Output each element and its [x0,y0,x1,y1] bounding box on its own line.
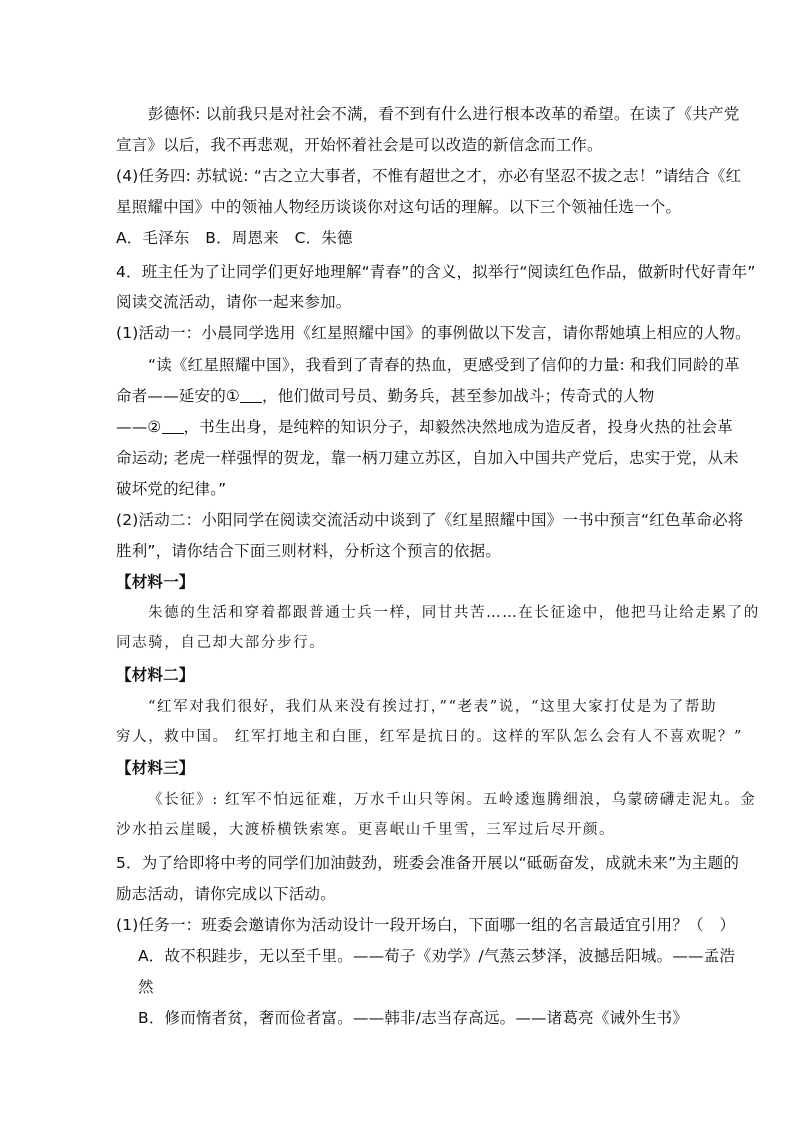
text-line: 胜利”，请你结合下面三则材料，分析这个预言的依据。 [116,542,502,560]
material-three-heading: 【材料三】 [116,759,195,777]
speech-text: ，书生出身，是纯粹的知识分子，却毅然决然地成为造反者，投身火热的社会革 [183,418,734,436]
speech-line: 命运动; 老虎一样强悍的贺龙，靠一柄刀建立苏区，自加入中国共产党后，忠实于党，从未 [116,449,739,467]
material-two-text: 穷人，救中国。 红军打地主和白匪，红军是抗日的。这样的军队怎么会有人不喜欢呢？” [116,729,744,745]
speech-text: ——② [116,418,162,436]
text-line: 阅读交流活动，请你一起来参加。 [116,293,352,311]
text-line: 彭德怀: 以前我只是对社会不满，看不到有什么进行根本改革的希望。在读了《共产党 [148,105,740,123]
option-a-continued: 然 [138,978,154,996]
speech-text: ，他们做司号员、勤务兵，甚至参加战斗；传奇式的人物 [262,387,655,405]
option-b: B．修而惰者贫，奢而俭者富。——韩非/志当存高远。——诸葛亮《诫外生书》 [138,1009,689,1027]
material-two-heading: 【材料二】 [116,666,195,684]
fill-blank-1[interactable] [240,388,262,403]
material-one-heading: 【材料一】 [116,573,195,591]
speech-line [116,386,655,406]
speech-line [116,417,733,437]
speech-line: “读《红星照耀中国》，我看到了青春的热血，更感受到了信仰的力量: 和我们同龄的革 [148,356,740,374]
material-three-text: 《长征》: 红军不怕远征难，万水千山只等闲。五岭逶迤腾细浪，乌蒙磅礴走泥丸。金 [148,792,757,808]
text-line: 星照耀中国》中的领袖人物经历谈谈你对这句话的理解。以下三个领袖任选一个。 [116,198,682,216]
material-one-text: 朱德的生活和穿着都跟普通士兵一样，同甘共苦……在长征途中，他把马让给走累了的 [148,605,760,621]
option-a: A．故不积跬步，无以至千里。——荀子《劝学》/气蒸云梦泽，波撼岳阳城。——孟浩 [138,947,736,965]
speech-line: 破坏党的纪律。” [116,480,227,498]
question-5-title: 5．为了给即将中考的同学们加油鼓劲，班委会准备开展以“砥砺奋发，成就未来”为主题的 [116,854,740,872]
material-three-text: 沙水拍云崖暖，大渡桥横铁索寒。更喜岷山千里雪，三军过后尽开颜。 [116,822,616,838]
question-4-title: 4．班主任为了让同学们更好地理解“青春”的含义，拟举行“阅读红色作品，做新时代好青年” [116,263,756,281]
fill-blank-2[interactable] [162,419,184,434]
material-one-text: 同志骑，自己却大部分步行。 [116,635,326,651]
text-line: 宣言》以后，我不再悲观，开始怀着社会是可以改造的新信念而工作。 [116,136,603,154]
task-one-line: (1)任务一：班委会邀请你为活动设计一段开场白，下面哪一组的名言最适宜引用？（ ） [116,916,736,934]
activity-one-line: (1)活动一：小晨同学选用《红星照耀中国》的事例做以下发言，请你帮她填上相应的人物。 [116,324,751,342]
speech-text: 命者——延安的① [116,387,240,405]
material-two-text: “红军对我们很好，我们从来没有挨过打，”“老表”说，“这里大家打仗是为了帮助 [148,699,718,715]
options-line: A．毛泽东 B．周恩来 C．朱德 [116,229,353,247]
task-four-line: (4)任务四: 苏轼说: “古之立大事者，不惟有超世之才，亦必有坚忍不拔之志！”请结合《红 [116,167,742,185]
activity-two-line: (2)活动二：小阳同学在阅读交流活动中谈到了《红星照耀中国》一书中预言“红色革命必将 [116,511,744,529]
text-line: 励志活动，请你完成以下活动。 [116,885,336,903]
